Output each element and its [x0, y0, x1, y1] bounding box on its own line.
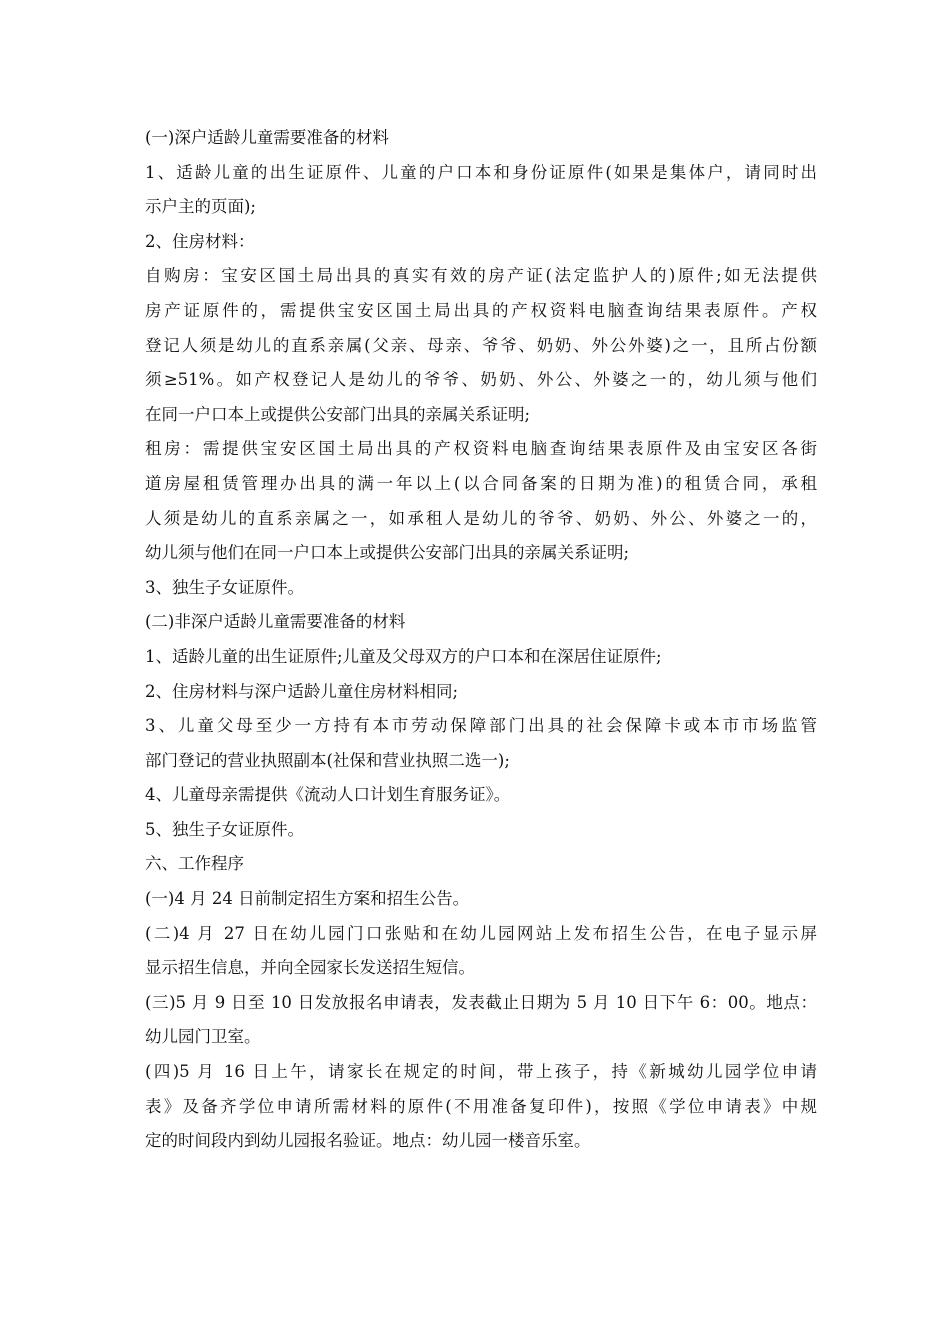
- paragraph-line: 2、住房材料与深户适龄儿童住房材料相同;: [145, 681, 459, 701]
- paragraph-line: 房产证原件的，需提供宝安区国土局出具的产权资料电脑查询结果表原件。产权: [145, 300, 817, 320]
- section-heading: (一)深户适龄儿童需要准备的材料: [145, 128, 389, 147]
- paragraph-line: (四)5 月 16 日上午，请家长在规定的时间，带上孩子，持《新城幼儿园学位申请: [145, 1062, 817, 1082]
- paragraph-line: 1、适龄儿童的出生证原件、儿童的户口本和身份证原件(如果是集体户，请同时出: [145, 162, 817, 182]
- section-heading: (二)非深户适龄儿童需要准备的材料: [145, 612, 406, 632]
- document-body: [145, 121, 817, 1159]
- paragraph-line: 表》及备齐学位申请所需材料的原件(不用准备复印件)，按照《学位申请表》中规: [145, 1096, 817, 1116]
- paragraph-line: (三)5 月 9 日至 10 日发放报名申请表，发表截止日期为 5 月 10 日下午 6：00。地点：: [145, 992, 817, 1012]
- section-heading: 六、工作程序: [145, 854, 244, 874]
- paragraph-line: 道房屋租赁管理办出具的满一年以上(以合同备案的日期为准)的租赁合同，承租: [145, 473, 817, 493]
- paragraph-line: 在同一户口本上或提供公安部门出具的亲属关系证明;: [145, 404, 531, 424]
- paragraph-line: 定的时间段内到幼儿园报名验证。地点：幼儿园一楼音乐室。: [145, 1131, 591, 1151]
- paragraph-line: 3、儿童父母至少一方持有本市劳动保障部门出具的社会保障卡或本市市场监管: [145, 716, 817, 736]
- paragraph-line: 部门登记的营业执照副本(社保和营业执照二选一);: [145, 750, 510, 770]
- paragraph-line: 显示招生信息，并向全园家长发送招生短信。: [145, 958, 475, 978]
- paragraph-line: 2、住房材料：: [145, 231, 255, 251]
- paragraph-line: (二)4 月 27 日在幼儿园门口张贴和在幼儿园网站上发布招生公告，在电子显示屏: [145, 923, 817, 943]
- paragraph-line: 租房：需提供宝安区国土局出具的产权资料电脑查询结果表原件及由宝安区各街: [145, 439, 817, 459]
- paragraph-line: 登记人须是幼儿的直系亲属(父亲、母亲、爷爷、奶奶、外公外婆)之一，且所占份额: [145, 335, 817, 355]
- paragraph-line: 须≥51%。如产权登记人是幼儿的爷爷、奶奶、外公、外婆之一的，幼儿须与他们: [145, 370, 817, 390]
- paragraph-line: 4、儿童母亲需提供《流动人口计划生育服务证》。: [145, 785, 511, 805]
- paragraph-line: 1、适龄儿童的出生证原件;儿童及父母双方的户口本和在深居住证原件;: [145, 646, 662, 666]
- paragraph-line: 幼儿须与他们在同一户口本上或提供公安部门出具的亲属关系证明;: [145, 543, 630, 563]
- paragraph-line: 人须是幼儿的直系亲属之一，如承租人是幼儿的爷爷、奶奶、外公、外婆之一的，: [145, 508, 817, 528]
- paragraph-line: (一)4 月 24 日前制定招生方案和招生公告。: [145, 889, 470, 909]
- paragraph-line: 自购房：宝安区国土局出具的真实有效的房产证(法定监护人的)原件;如无法提供: [145, 266, 817, 286]
- paragraph-line: 5、独生子女证原件。: [145, 819, 304, 839]
- paragraph-line: 幼儿园门卫室。: [145, 1027, 261, 1047]
- paragraph-line: 示户主的页面);: [145, 197, 256, 217]
- paragraph-line: 3、独生子女证原件。: [145, 577, 304, 597]
